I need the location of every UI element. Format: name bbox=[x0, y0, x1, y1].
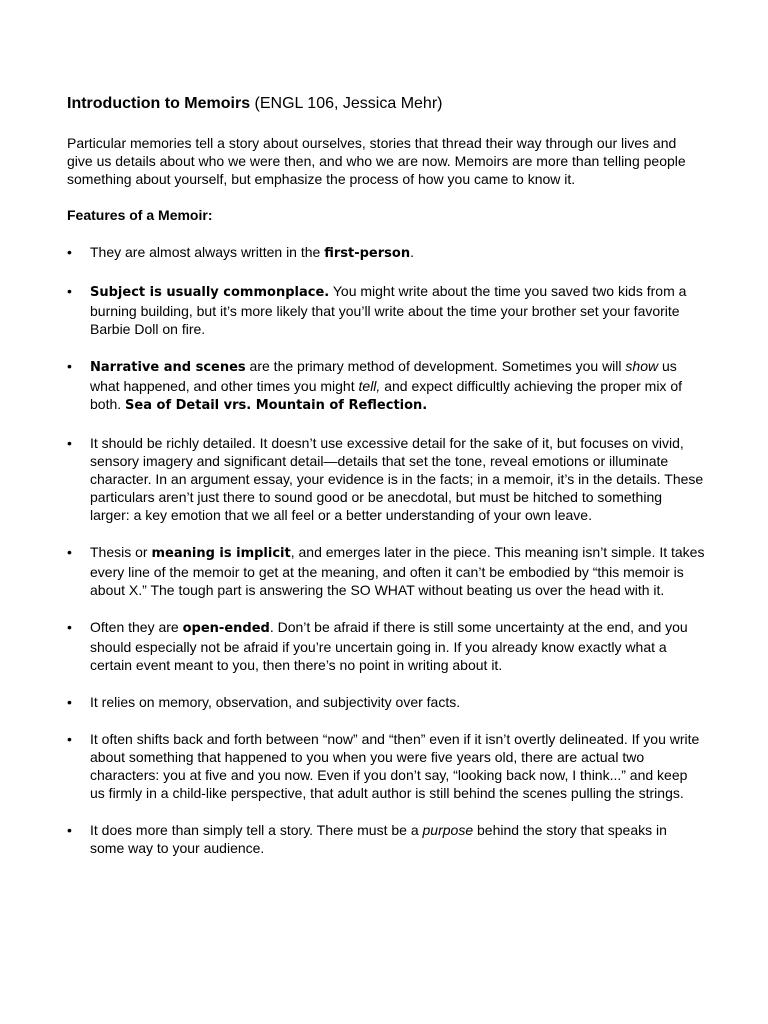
list-item: • It should be richly detailed. It doesn’t use excessive detail for the sake of it, but focuses on vivid, sensory imagery and significant detail—details that set the tone, reveal emotions or illuminate character. In an argument essay, your evidence is in the facts; in a memoir, it’s in the details. These particulars aren’t just there to sound good or be anecdotal, but must be hitched to something larger: a key emotion that we all feel or a better understanding of your own leave. bbox=[67, 434, 705, 524]
list-item: • Narrative and scenes are the primary method of development. Sometimes you will show us what happened, and other times you might tell, and expect difficultly achieving the proper mix of both. Sea of Detail vrs. Mountain of Reflection. bbox=[67, 357, 705, 415]
list-item: • Thesis or meaning is implicit, and emerges later in the piece. This meaning isn’t simple. It takes every line of the memoir to get at the meaning, and often it can’t be embodied by “this memoir is about X.” The tough part is answering the SO WHAT without beating us over the head with it. bbox=[67, 543, 705, 599]
intro-paragraph: Particular memories tell a story about ourselves, stories that thread their way through our lives and give us details about who we were then, and who we are now. Memoirs are more than telling people something about yourself, but emphasize the process of how you came to know it. bbox=[67, 135, 686, 187]
title-bold: Introduction to Memoirs bbox=[67, 95, 251, 112]
list-item: • They are almost always written in the first-person. bbox=[67, 243, 705, 263]
list-item: • It does more than simply tell a story. There must be a purpose behind the story that speaks in some way to your audience. bbox=[67, 821, 705, 857]
list-item: • It often shifts back and forth between “now” and “then” even if it isn’t overtly delineated. If you write about something that happened to you when you were five years old, there are actual two characters: you at five and you now. Even if you don’t say, “looking back now, I think...” and keep us firmly in a child-like perspective, that adult author is still behind the scenes pulling the strings. bbox=[67, 730, 705, 802]
features-list bbox=[67, 243, 708, 857]
list-item: • Often they are open-ended. Don’t be afraid if there is still some uncertainty at the end, and you should especially not be afraid if you’re uncertain going in. If you already know exactly what a certain event meant to you, then there’s no point in writing about it. bbox=[67, 618, 705, 674]
page-title bbox=[67, 94, 708, 114]
title-course: (ENGL 106, Jessica Mehr) bbox=[250, 95, 443, 112]
list-item: • It relies on memory, observation, and subjectivity over facts. bbox=[67, 693, 705, 711]
features-heading: Features of a Memoir: bbox=[67, 207, 213, 223]
list-item: • Subject is usually commonplace. You might write about the time you saved two kids from a burning building, but it’s more likely that you’ll write about the time your brother set your favorite Barbie Doll on fire. bbox=[67, 282, 705, 338]
